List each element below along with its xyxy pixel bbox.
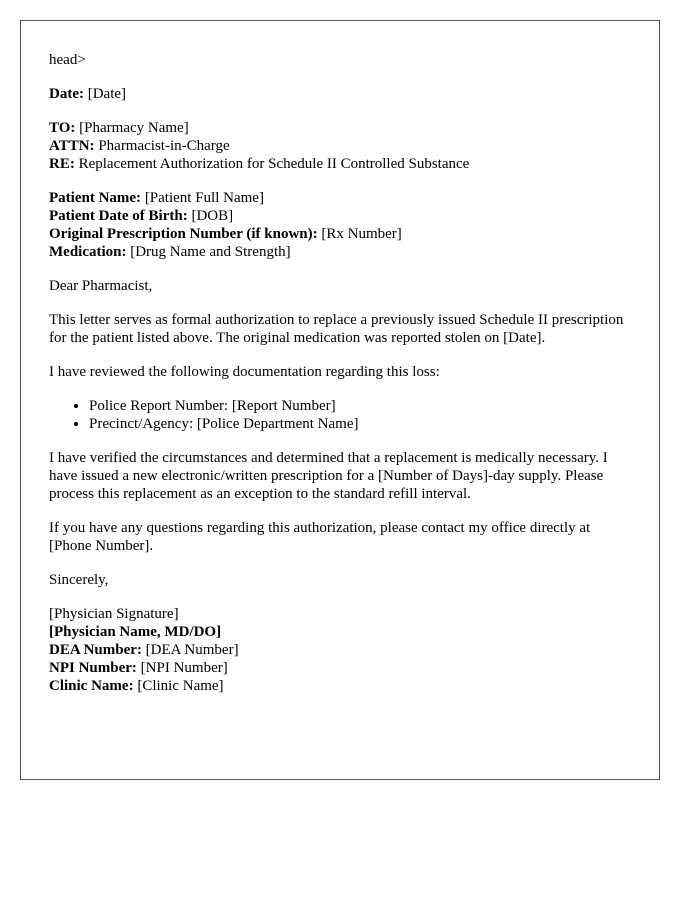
npi-label: NPI Number: <box>49 660 137 676</box>
date-label: Date: <box>49 86 84 102</box>
paragraph-verification: I have verified the circumstances and determined that a replacement is medically necessary. I have issued a new electronic/written prescription for a [Number of Days]-day supply. Please process this replacement as an exception to the standard refill interval. <box>49 450 608 502</box>
npi-value: [NPI Number] <box>140 660 228 676</box>
rx-number-value: [Rx Number] <box>321 226 402 242</box>
clinic-label: Clinic Name: <box>49 678 134 694</box>
salutation: Dear Pharmacist, <box>49 278 153 294</box>
dea-label: DEA Number: <box>49 642 142 658</box>
attn-line <box>49 137 631 155</box>
rx-number-label: Original Prescription Number (if known): <box>49 226 318 242</box>
signature-placeholder: [Physician Signature] <box>49 606 179 622</box>
re-line <box>49 155 631 173</box>
rx-number-line <box>49 225 631 243</box>
to-value: [Pharmacy Name] <box>79 120 189 136</box>
patient-name-value: [Patient Full Name] <box>144 190 264 206</box>
paragraph-contact: If you have any questions regarding this authorization, please contact my office directly at [Phone Number]. <box>49 520 591 554</box>
physician-name <box>49 623 631 641</box>
letter-page <box>20 20 660 780</box>
closing: Sincerely, <box>49 572 109 588</box>
attn-label: ATTN: <box>49 138 95 154</box>
patient-dob-value: [DOB] <box>191 208 234 224</box>
paragraph-authorization: This letter serves as formal authorization to replace a previously issued Schedule II prescription for the patient listed above. The original medication was reported stolen on [Date]. <box>49 312 624 346</box>
date-line <box>49 85 631 103</box>
documentation-list <box>49 397 631 433</box>
dea-line <box>49 641 631 659</box>
re-label: RE: <box>49 156 75 172</box>
date-value: [Date] <box>87 86 127 102</box>
dea-value: [DEA Number] <box>145 642 239 658</box>
medication-value: [Drug Name and Strength] <box>130 244 291 260</box>
address-block <box>49 119 631 173</box>
patient-block <box>49 189 631 261</box>
attn-value: Pharmacist-in-Charge <box>98 138 230 154</box>
list-item: • Police Report Number: [Report Number] <box>89 397 631 415</box>
list-item: • Precinct/Agency: [Police Department Name] <box>89 415 631 433</box>
stray-head-text: head> <box>49 52 86 68</box>
patient-dob-label: Patient Date of Birth: <box>49 208 188 224</box>
medication-line <box>49 243 631 261</box>
patient-dob-line <box>49 207 631 225</box>
npi-line <box>49 659 631 677</box>
clinic-value: [Clinic Name] <box>137 678 224 694</box>
patient-name-line <box>49 189 631 207</box>
physician-name-text: [Physician Name, MD/DO] <box>49 624 222 640</box>
paragraph-documentation: I have reviewed the following documentation regarding this loss: <box>49 364 440 380</box>
to-line <box>49 119 631 137</box>
medication-label: Medication: <box>49 244 127 260</box>
signature-block <box>49 605 631 695</box>
to-label: TO: <box>49 120 76 136</box>
re-value: Replacement Authorization for Schedule II Controlled Substance <box>78 156 470 172</box>
clinic-line <box>49 677 631 695</box>
patient-name-label: Patient Name: <box>49 190 142 206</box>
